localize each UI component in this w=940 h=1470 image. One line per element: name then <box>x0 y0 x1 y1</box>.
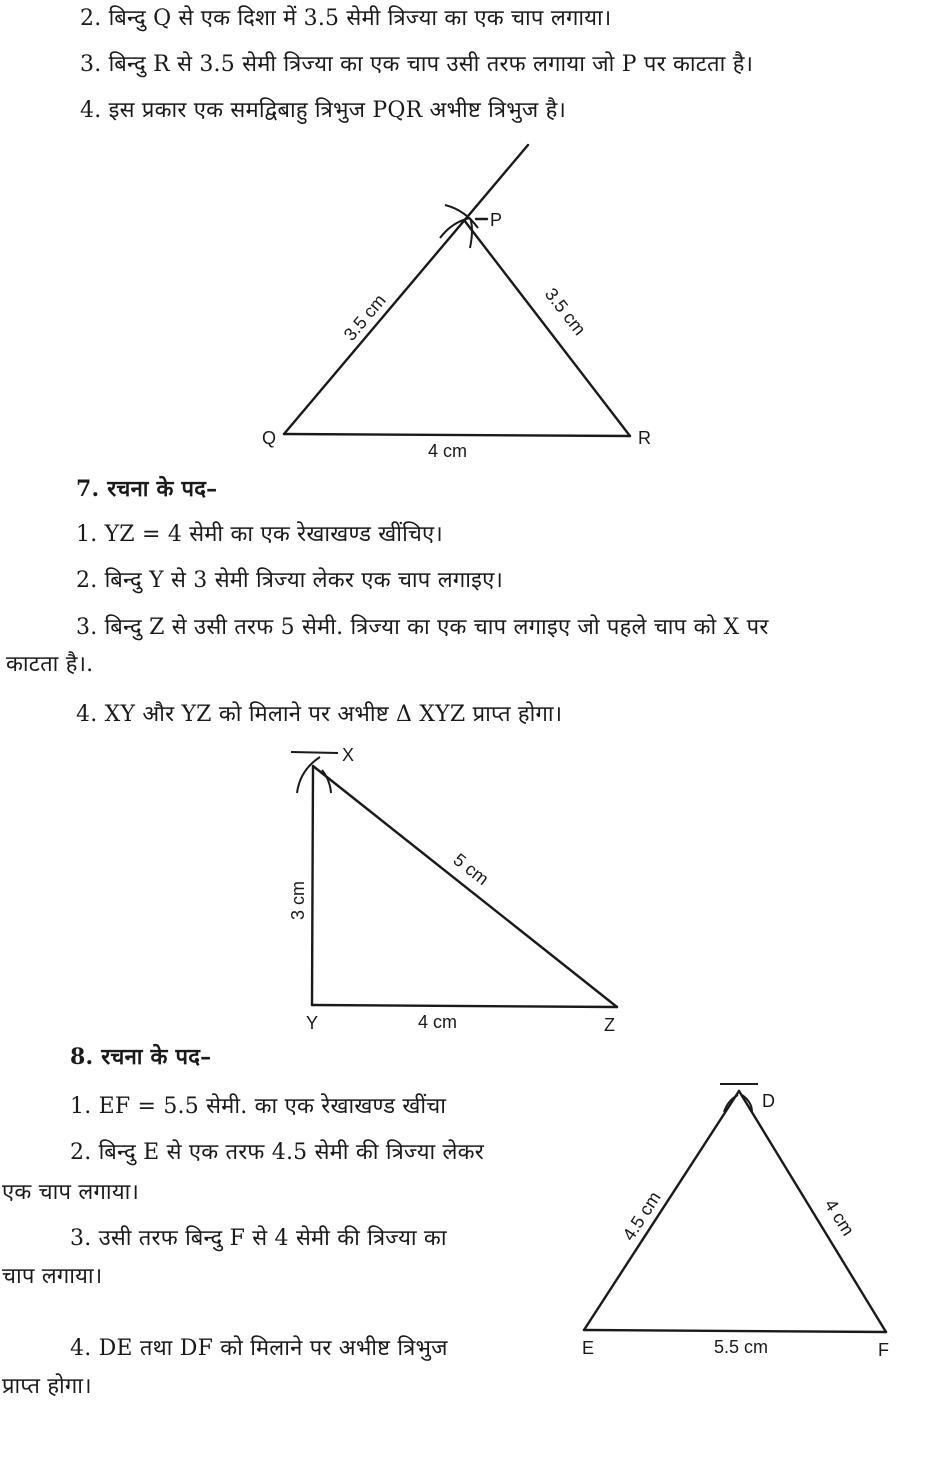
side-label-ef: 5.5 cm <box>714 1337 769 1357</box>
step-text: 2. बिन्दु Y से 3 सेमी त्रिज्या लेकर एक चाप लगाइए। <box>76 568 504 593</box>
side-label-xz: 5 cm <box>449 849 493 890</box>
step-text: प्राप्त होगा। <box>2 1374 92 1399</box>
section-heading: 8. रचना के पद– <box>70 1044 212 1070</box>
vertex-label-q: Q <box>262 428 277 448</box>
step-text: चाप लगाया। <box>2 1264 103 1289</box>
side-label-qr: 4 cm <box>428 441 468 461</box>
step-text: 3. उसी तरफ बिन्दु F से 4 सेमी की त्रिज्या का <box>70 1226 447 1251</box>
side-label-rp: 3.5 cm <box>540 284 590 340</box>
vertex-label-p: P <box>490 210 503 230</box>
step-text: 2. बिन्दु Q से एक दिशा में 3.5 सेमी त्रिज्या का एक चाप लगाया। <box>80 6 612 31</box>
step-text: 4. DE तथा DF को मिलाने पर अभीष्ट त्रिभुज <box>70 1336 448 1361</box>
vertex-label-f: F <box>878 1340 889 1360</box>
side-label-qp: 3.5 cm <box>339 290 390 345</box>
vertex-label-z: Z <box>604 1015 615 1035</box>
step-text: काटता है।. <box>6 652 94 677</box>
step-text: 4. इस प्रकार एक समद्विबाहु त्रिभुज PQR अभीष्ट त्रिभुज है। <box>80 98 567 123</box>
side-label-fd: 4 cm <box>820 1195 859 1240</box>
step-text: 3. बिन्दु Z से उसी तरफ 5 सेमी. त्रिज्या का एक चाप लगाइए जो पहले चाप को X पर <box>76 615 769 640</box>
step-text: 4. XY और YZ को मिलाने पर अभीष्ट Δ XYZ प्राप्त होगा। <box>76 702 563 727</box>
side-label-xy: 3 cm <box>288 880 308 920</box>
step-text: 1. YZ = 4 सेमी का एक रेखाखण्ड खींचिए। <box>76 522 443 547</box>
step-text: 2. बिन्दु E से एक तरफ 4.5 सेमी की त्रिज्या लेकर <box>70 1140 484 1165</box>
vertex-label-y: Y <box>306 1013 319 1033</box>
step-text: 1. EF = 5.5 सेमी. का एक रेखाखण्ड खींचा <box>70 1094 447 1119</box>
side-label-ed: 4.5 cm <box>618 1187 665 1245</box>
step-text: एक चाप लगाया। <box>2 1180 140 1205</box>
section-heading: 7. रचना के पद– <box>76 476 218 502</box>
step-text: 3. बिन्दु R से 3.5 सेमी त्रिज्या का एक चाप उसी तरफ लगाया जो P पर काटता है। <box>80 52 754 77</box>
vertex-label-r: R <box>638 428 651 448</box>
side-label-yz: 4 cm <box>418 1012 458 1032</box>
vertex-label-x: X <box>342 745 355 765</box>
vertex-label-e: E <box>582 1338 595 1358</box>
vertex-label-d: D <box>762 1091 775 1111</box>
